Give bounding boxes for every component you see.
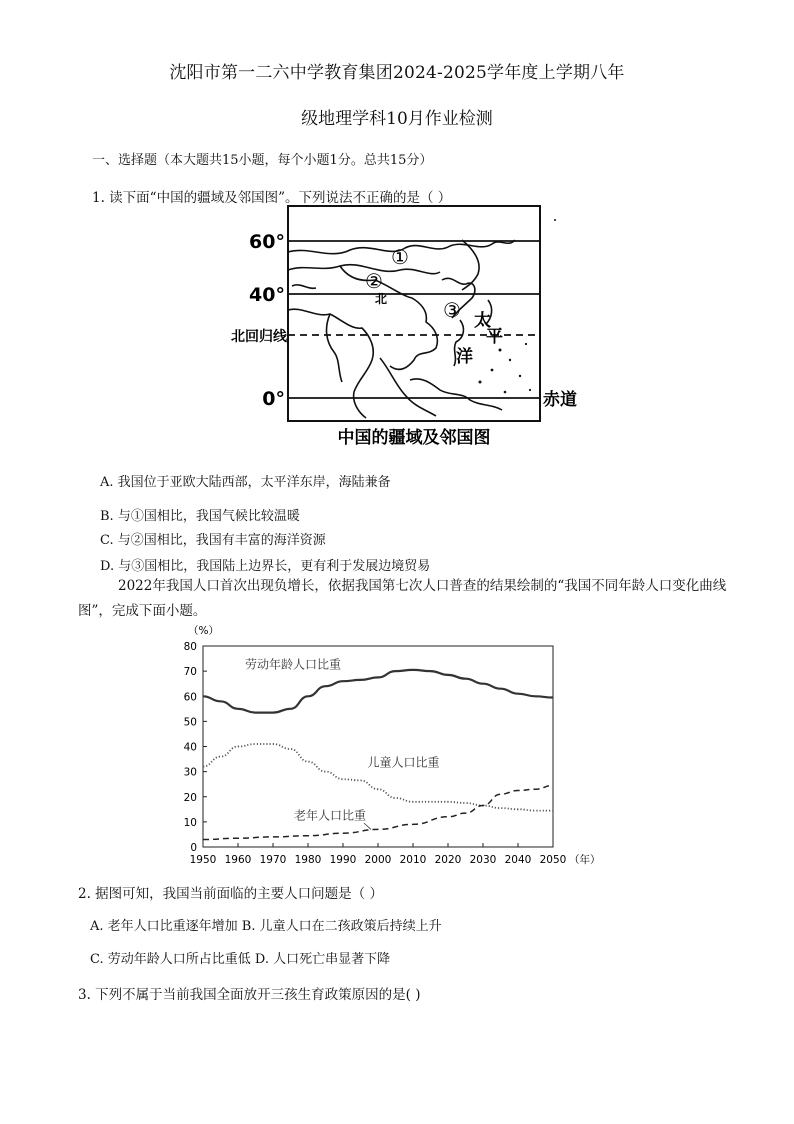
question-1-stem: 1. 读下面“中国的疆域及邻国图”。下列说法不正确的是（ ） (92, 190, 452, 206)
x-tick-label: 2050 (539, 854, 567, 866)
x-tick-label: 1960 (224, 854, 252, 866)
x-tick-label: 1990 (329, 854, 357, 866)
x-tick-label: 2020 (434, 854, 462, 866)
page-title-line1: 沈阳市第一二六中学教育集团2024-2025学年度上学期八年 (169, 63, 625, 83)
x-tick-label: 1980 (294, 854, 322, 866)
x-tick-label: 2000 (364, 854, 392, 866)
x-tick-label: 2040 (504, 854, 532, 866)
china-territory-map (230, 200, 580, 452)
y-axis-unit: （%） (188, 625, 219, 637)
elderly-label-pointer (364, 823, 371, 829)
intro-line-1: 2022年我国人口首次出现负增长，依据我国第七次人口普查的结果绘制的“我国不同年龄人口变化曲线 (118, 578, 727, 594)
tropic-label: 北回归线 (231, 329, 287, 345)
series-line-labor (203, 670, 553, 713)
plot-frame (203, 646, 553, 847)
section-heading: 一、选择题（本大题共15小题，每个小题1分。总共15分） (92, 153, 433, 168)
page-title-line2: 级地理学科10月作业检测 (301, 109, 493, 129)
y-tick-label: 20 (183, 791, 197, 804)
beijing-label: 北 (375, 292, 388, 306)
mark-1: ① (391, 245, 409, 269)
lat-60-label: 60° (249, 231, 285, 253)
y-tick-label: 40 (183, 741, 197, 754)
q1-option-c: C. 与②国相比，我国有丰富的海洋资源 (100, 533, 326, 548)
equator-label: 赤道 (543, 390, 577, 410)
mark-3: ③ (443, 298, 461, 322)
y-tick-label: 0 (190, 842, 197, 854)
population-line-chart (160, 620, 610, 870)
series-label-elderly: 老年人口比重 (294, 808, 367, 823)
q2-options-line-2: C. 劳动年龄人口所占比重低 D. 人口死亡串显著下降 (90, 952, 391, 967)
q1-option-a: A. 我国位于亚欧大陆西部，太平洋东岸，海陆兼备 (100, 475, 391, 490)
question-2-stem: 2. 据图可知，我国当前面临的主要人口问题是（ ） (78, 886, 383, 902)
question-3-stem: 3. 下列不属于当前我国全面放开三孩生育政策原因的是( ) (78, 987, 421, 1003)
series-label-children: 儿童人口比重 (367, 755, 440, 770)
series-label-labor: 劳动年龄人口比重 (245, 657, 342, 672)
lat-40-label: 40° (249, 284, 285, 306)
y-tick-label: 30 (183, 766, 197, 779)
q1-option-d: D. 与③国相比，我国陆上边界长，更有利于发展边境贸易 (100, 559, 431, 574)
y-tick-label: 70 (183, 666, 197, 679)
ocean-char-3: 洋 (456, 347, 473, 367)
y-tick-label: 80 (183, 641, 197, 653)
y-tick-label: 60 (183, 691, 197, 704)
q2-options-line-1: A. 老年人口比重逐年增加 B. 儿童人口在二孩政策后持续上升 (90, 919, 442, 934)
x-tick-label: 1950 (189, 854, 217, 866)
ocean-char-1: 太 (474, 311, 491, 331)
y-tick-label: 10 (183, 816, 197, 829)
map-frame (288, 206, 540, 421)
x-axis-unit: （年） (569, 854, 601, 866)
y-tick-label: 50 (183, 716, 197, 729)
series-line-elderly (203, 785, 553, 839)
ocean-char-2: 平 (486, 327, 503, 347)
x-tick-label: 2030 (469, 854, 497, 866)
series-line-children (203, 744, 553, 811)
map-caption: 中国的疆域及邻国图 (337, 428, 491, 448)
lat-0-label: 0° (262, 388, 285, 410)
mark-2: ② (365, 269, 383, 293)
x-tick-label: 1970 (259, 854, 287, 866)
intro-line-2: 图”，完成下面小题。 (78, 603, 207, 619)
q1-option-b: B. 与①国相比，我国气候比较温暖 (100, 509, 300, 524)
x-tick-label: 2010 (399, 854, 427, 866)
